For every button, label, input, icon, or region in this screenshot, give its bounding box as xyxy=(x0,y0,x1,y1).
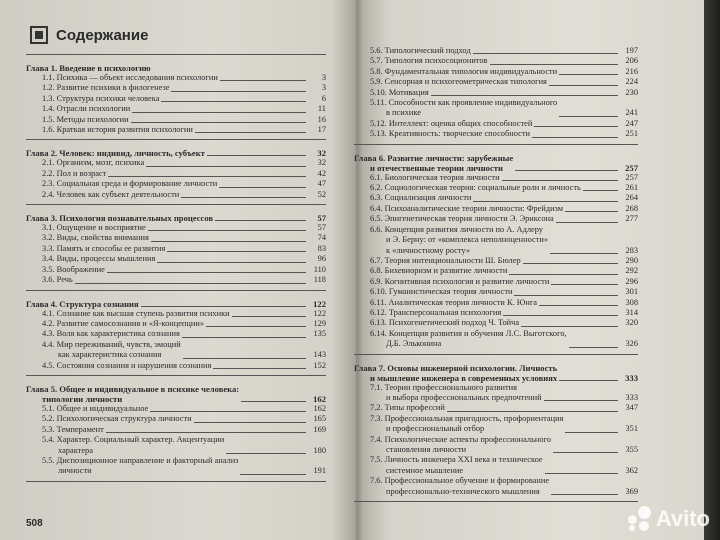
entry-title-line: 2.3. Социальная среда и формирование личности xyxy=(42,179,218,189)
toc-chapter xyxy=(354,363,638,502)
entry-title-line: 1.6. Краткая история развития психологии xyxy=(42,125,193,135)
toc-entry xyxy=(354,183,638,193)
dot-leader xyxy=(551,494,618,495)
dot-leader xyxy=(151,241,306,242)
chapter-title-line: Глава 1. Введение в психологию xyxy=(26,63,151,73)
toc-entry xyxy=(354,225,638,256)
entry-page-number: 135 xyxy=(313,329,326,339)
chapter-rule xyxy=(26,481,326,482)
entry-page-number: 292 xyxy=(625,266,638,276)
chapter-title-line: типологии личности xyxy=(42,393,123,404)
entry-page-number: 320 xyxy=(625,318,638,328)
entry-title-line: 7.4. Психологические аспекты профессионального xyxy=(370,434,551,444)
dot-leader xyxy=(171,91,306,92)
dot-leader xyxy=(569,347,618,348)
dot-leader xyxy=(545,473,618,474)
toc-entry xyxy=(354,476,638,497)
entry-title-line: к «личностному росту» xyxy=(386,245,471,255)
chapter-heading xyxy=(26,148,326,158)
chapter-rule xyxy=(26,204,326,205)
entry-page-number: 230 xyxy=(625,87,638,97)
toc-entry xyxy=(354,46,638,56)
entry-title-line: 6.13. Психогенетический подход Ч. Тойча xyxy=(370,318,520,328)
chapter-rule xyxy=(354,354,638,355)
toc-entry xyxy=(354,383,638,404)
toc-entry xyxy=(354,173,638,183)
entry-title-line: 1.5. Методы психологии xyxy=(42,114,129,124)
toc-entry xyxy=(26,223,326,233)
entry-page-number: 362 xyxy=(625,465,638,475)
entry-title-line: и Э. Берну: от «комплекса неполноценности» xyxy=(386,235,549,245)
entry-title-line: 6.14. Концепция развития и обучения Л.С. Выготского, xyxy=(370,328,567,338)
entry-title-line: 6.5. Эпигенетическая теория личности Э. Эриксона xyxy=(370,214,554,224)
entry-page-number: 347 xyxy=(625,403,638,413)
dot-leader xyxy=(490,64,619,65)
entry-page-number: 197 xyxy=(625,46,638,55)
dot-leader xyxy=(583,190,618,191)
dot-leader xyxy=(551,284,618,285)
toc-entry xyxy=(26,361,326,371)
toc-chapter xyxy=(26,148,326,205)
toc-entry xyxy=(26,329,326,339)
entry-title-line: системное мышление xyxy=(386,465,464,475)
toc-entry xyxy=(26,233,326,243)
toc-entry xyxy=(354,88,638,98)
dot-leader xyxy=(502,180,618,181)
toc-entry xyxy=(26,244,326,254)
entry-title-line: становления личности xyxy=(386,445,467,454)
dot-leader xyxy=(550,253,618,254)
toc-entry xyxy=(354,329,638,350)
dot-leader xyxy=(549,85,618,86)
toc-entry xyxy=(26,125,326,135)
entry-page-number: 3 xyxy=(321,83,326,93)
dot-leader xyxy=(544,400,618,401)
entry-page-number: 11 xyxy=(317,104,326,114)
entry-page-number: 152 xyxy=(313,360,326,370)
toc-entry xyxy=(354,56,638,66)
toc-entry xyxy=(26,456,326,477)
chapter-heading xyxy=(26,299,326,309)
toc-chapter xyxy=(26,384,326,482)
chapter-page-number: 257 xyxy=(625,162,638,173)
chapter-heading xyxy=(354,153,638,173)
toc-chapter xyxy=(26,213,326,290)
contents-title: Содержание xyxy=(56,26,149,44)
entry-page-number: 257 xyxy=(625,172,638,182)
toc-entry xyxy=(354,214,638,224)
avito-watermark xyxy=(626,506,710,532)
dot-leader xyxy=(565,432,618,433)
entry-page-number: 355 xyxy=(625,445,638,454)
entry-page-number: 264 xyxy=(625,193,638,203)
entry-title-line: 6.11. Аналитическая теория личности К. Юнга xyxy=(370,297,538,307)
chapter-title-line: Глава 6. Развитие личности: зарубежные xyxy=(354,152,514,163)
contents-header xyxy=(30,20,326,50)
entry-page-number: 351 xyxy=(625,424,638,434)
toc-entry xyxy=(26,190,326,200)
entry-page-number: 57 xyxy=(317,223,326,233)
toc-entry xyxy=(26,83,326,93)
toc-entry xyxy=(26,104,326,114)
contents-square-icon xyxy=(30,26,48,44)
entry-title-line: 1.3. Структура психики человека xyxy=(42,93,160,103)
entry-page-number: 165 xyxy=(313,414,326,424)
entry-title-line: 6.10. Гуманистическая теория личности xyxy=(370,287,513,297)
left-page-number: 508 xyxy=(26,518,43,529)
chapter-heading xyxy=(26,384,326,404)
entry-title-line: 5.5. Диспозиционное направление и факторный анализ xyxy=(42,455,239,465)
dot-leader xyxy=(167,251,306,252)
chapter-title-line: и отечественные теории личности xyxy=(370,162,503,173)
dot-leader xyxy=(556,222,618,223)
entry-title-line: 4.3. Воля как характеристика сознания xyxy=(42,329,180,339)
dot-leader xyxy=(141,306,306,307)
chapter-page-number: 57 xyxy=(317,213,326,224)
toc-entry xyxy=(26,404,326,414)
chapter-heading xyxy=(354,363,638,383)
dot-leader xyxy=(534,126,618,127)
dot-leader xyxy=(503,315,618,316)
entry-page-number: 110 xyxy=(313,264,326,274)
entry-page-number: 32 xyxy=(317,158,326,168)
entry-title-line: 3.6. Речь xyxy=(42,275,73,285)
toc-entry xyxy=(354,256,638,266)
toc-chapter xyxy=(354,46,638,145)
toc-entry xyxy=(26,158,326,168)
avito-logo-icon xyxy=(626,506,652,532)
entry-title-line: профессионально-технического мышления xyxy=(386,486,540,496)
entry-page-number: 314 xyxy=(625,307,638,317)
chapter-title-line: Глава 4. Структура сознания xyxy=(26,298,139,309)
entry-title-line: 5.13. Креативность: творческие способности xyxy=(370,129,530,139)
entry-title-line: 5.12. Интеллект: оценка общих способностей xyxy=(370,118,533,128)
dot-leader xyxy=(183,358,306,359)
entry-page-number: 369 xyxy=(625,486,638,496)
entry-page-number: 118 xyxy=(313,275,326,285)
dot-leader xyxy=(106,432,306,433)
entry-page-number: 283 xyxy=(625,245,638,255)
entry-page-number: 241 xyxy=(625,108,638,118)
toc-entry xyxy=(354,119,638,129)
dot-leader xyxy=(132,112,306,113)
toc-entry xyxy=(354,298,638,308)
toc-entry xyxy=(354,277,638,287)
entry-title-line: 5.9. Сенсорная и психогеометрическая типология xyxy=(370,77,547,87)
toc-entry xyxy=(26,435,326,456)
dot-leader xyxy=(473,53,618,54)
chapter-rule xyxy=(26,290,326,291)
dot-leader xyxy=(523,263,618,264)
dot-leader xyxy=(559,74,618,75)
chapter-rule xyxy=(354,144,638,145)
entry-page-number: 224 xyxy=(625,77,638,87)
entry-page-number: 3 xyxy=(321,73,326,82)
dot-leader xyxy=(195,132,306,133)
toc-entry xyxy=(354,266,638,276)
entry-title-line: 3.3. Память и способы ее развития xyxy=(42,243,166,253)
dot-leader xyxy=(182,337,306,338)
entry-title-line: и выбора профессиональных предпочтений xyxy=(386,392,542,402)
chapter-page-number: 122 xyxy=(313,298,326,309)
entry-title-line: 5.2. Психологическая структура личности xyxy=(42,414,192,424)
toc-entry xyxy=(26,275,326,285)
entry-title-line: 6.8. Бихевиоризм и развитие личности xyxy=(370,266,508,276)
dot-leader xyxy=(241,401,306,402)
entry-title-line: 1.1. Психика — объект исследования психологии xyxy=(42,73,218,82)
entry-title-line: 2.1. Организм, мозг, психика xyxy=(42,158,145,168)
toc-chapter xyxy=(26,299,326,376)
dot-leader xyxy=(232,316,306,317)
entry-title-line: 5.6. Типологический подход xyxy=(370,46,471,55)
entry-title-line: 3.1. Ощущение и восприятие xyxy=(42,223,146,233)
chapter-rule xyxy=(26,139,326,140)
dot-leader xyxy=(108,176,306,177)
dot-leader xyxy=(181,197,306,198)
dot-leader xyxy=(220,80,306,81)
entry-page-number: 296 xyxy=(625,276,638,286)
entry-title-line: Д.Б. Эльконина xyxy=(386,339,442,349)
chapter-title-line: Глава 7. Основы инженерной психологии. Личность xyxy=(354,362,558,373)
entry-page-number: 308 xyxy=(625,297,638,307)
dot-leader xyxy=(565,211,618,212)
chapter-page-number: 162 xyxy=(313,393,326,404)
entry-page-number: 122 xyxy=(313,308,326,318)
entry-title-line: 5.1. Общее и индивидуальное xyxy=(42,403,149,413)
dot-leader xyxy=(553,452,618,453)
entry-title-line: 7.6. Профессиональное обучение и формирование xyxy=(370,476,550,486)
chapter-rule xyxy=(354,501,638,502)
toc-chapter xyxy=(26,63,326,140)
entry-title-line: 6.6. Концепция развития личности по А. Адлеру xyxy=(370,224,543,234)
toc-entry xyxy=(26,179,326,189)
toc-entry xyxy=(354,67,638,77)
entry-title-line: 6.1. Биологическая теория личности xyxy=(370,172,500,182)
toc-entry xyxy=(354,204,638,214)
dot-leader xyxy=(539,305,618,306)
entry-title-line: 3.5. Воображение xyxy=(42,264,105,274)
entry-title-line: 5.8. Фундаментальная типология индивидуальности xyxy=(370,66,558,76)
entry-page-number: 261 xyxy=(625,183,638,193)
header-rule xyxy=(26,54,326,55)
toc-entry xyxy=(354,318,638,328)
toc-entry xyxy=(354,193,638,203)
dot-leader xyxy=(146,166,306,167)
dot-leader xyxy=(157,262,306,263)
chapter-title-line: Глава 2. Человек: индивид, личность, субъект xyxy=(26,148,205,159)
entry-title-line: 5.11. Способности как проявление индивидуального xyxy=(370,98,558,108)
toc-entry xyxy=(26,425,326,435)
avito-watermark-text: Avito xyxy=(655,506,710,531)
dot-leader xyxy=(213,368,306,369)
toc-entry xyxy=(354,435,638,456)
toc-entry xyxy=(354,129,638,139)
toc-entry xyxy=(26,319,326,329)
entry-title-line: 6.12. Трансперсональная психология xyxy=(370,307,502,317)
entry-page-number: 277 xyxy=(625,214,638,224)
entry-title-line: характера xyxy=(58,445,93,455)
entry-page-number: 290 xyxy=(625,255,638,265)
dot-leader xyxy=(206,326,306,327)
chapter-heading xyxy=(26,63,326,73)
entry-title-line: 2.4. Человек как субъект деятельности xyxy=(42,189,180,199)
dot-leader xyxy=(473,201,618,202)
dot-leader xyxy=(150,411,306,412)
entry-title-line: и профессиональный отбор xyxy=(386,424,485,434)
dot-leader xyxy=(226,453,306,454)
toc-entry xyxy=(354,77,638,87)
entry-title-line: 1.4. Отрасли психологии xyxy=(42,104,131,114)
right-toc xyxy=(354,46,638,502)
entry-title-line: в психике xyxy=(386,108,421,118)
entry-page-number: 268 xyxy=(625,203,638,213)
toc-entry xyxy=(26,169,326,179)
dot-leader xyxy=(107,272,306,273)
dot-leader xyxy=(447,411,618,412)
chapter-title-line: Глава 3. Психология познавательных процессов xyxy=(26,213,214,224)
entry-page-number: 83 xyxy=(317,243,326,253)
dot-leader xyxy=(148,230,306,231)
toc-entry xyxy=(354,414,638,435)
book-cover-edge xyxy=(704,0,720,540)
entry-page-number: 162 xyxy=(313,403,326,413)
dot-leader xyxy=(515,170,618,171)
toc-entry xyxy=(354,287,638,297)
dot-leader xyxy=(75,283,306,284)
entry-page-number: 169 xyxy=(313,424,326,434)
toc-entry xyxy=(26,115,326,125)
left-toc xyxy=(26,63,326,482)
toc-entry xyxy=(26,73,326,83)
entry-title-line: 5.4. Характер. Социальный характер. Акцентуации xyxy=(42,435,225,445)
entry-page-number: 247 xyxy=(625,118,638,128)
chapter-title-line: и мышление инженера в современных условиях xyxy=(370,372,558,383)
dot-leader xyxy=(161,101,306,102)
toc-entry xyxy=(26,309,326,319)
entry-title-line: 3.4. Виды, процессы мышления xyxy=(42,254,156,264)
entry-title-line: как характеристика сознания xyxy=(58,350,162,360)
toc-entry xyxy=(26,414,326,424)
entry-title-line: 4.2. Развитие самосознания и «Я-концепции» xyxy=(42,318,205,328)
toc-entry xyxy=(354,98,638,119)
entry-page-number: 216 xyxy=(625,66,638,76)
entry-title-line: 4.4. Мир переживаний, чувств, эмоций xyxy=(42,339,181,349)
toc-entry xyxy=(354,455,638,476)
entry-title-line: 4.5. Состояния сознания и нарушения сознания xyxy=(42,360,212,370)
dot-leader xyxy=(514,295,618,296)
dot-leader xyxy=(521,326,618,327)
entry-page-number: 206 xyxy=(625,56,638,66)
chapter-page-number: 333 xyxy=(625,372,638,383)
toc-entry xyxy=(26,265,326,275)
chapter-rule xyxy=(26,375,326,376)
right-page xyxy=(354,38,638,533)
entry-page-number: 180 xyxy=(313,445,326,455)
entry-page-number: 129 xyxy=(313,318,326,328)
entry-title-line: 7.2. Типы профессий xyxy=(370,403,445,413)
entry-title-line: 3.2. Виды, свойства внимания xyxy=(42,233,149,243)
dot-leader xyxy=(207,155,306,156)
toc-entry xyxy=(26,94,326,104)
left-page xyxy=(26,20,326,535)
entry-title-line: личности xyxy=(58,466,92,476)
entry-page-number: 143 xyxy=(313,350,326,360)
dot-leader xyxy=(194,422,306,423)
chapter-heading xyxy=(26,213,326,223)
dot-leader xyxy=(532,137,618,138)
entry-page-number: 74 xyxy=(317,233,326,243)
entry-page-number: 16 xyxy=(317,114,326,124)
dot-leader xyxy=(240,474,306,475)
entry-title-line: 1.2. Развитие психики в филогенезе xyxy=(42,83,170,93)
entry-page-number: 326 xyxy=(625,339,638,349)
dot-leader xyxy=(131,122,306,123)
entry-page-number: 96 xyxy=(317,254,326,264)
entry-page-number: 6 xyxy=(321,93,326,103)
toc-chapter xyxy=(354,153,638,355)
entry-page-number: 17 xyxy=(317,125,326,135)
entry-title-line: 7.1. Теории профессионального развития xyxy=(370,382,518,392)
entry-title-line: 7.5. Личность инженера XXI века и техническое xyxy=(370,455,543,465)
entry-page-number: 191 xyxy=(313,466,326,476)
entry-title-line: 2.2. Пол и возраст xyxy=(42,168,107,178)
entry-title-line: 5.10. Мотивация xyxy=(370,87,429,97)
chapter-title-line: Глава 5. Общее и индивидуальное в психике человека: xyxy=(26,383,240,394)
entry-page-number: 42 xyxy=(317,168,326,178)
entry-title-line: 6.2. Социологическая теория: социальные роли и личность xyxy=(370,183,581,193)
entry-page-number: 301 xyxy=(625,287,638,297)
entry-page-number: 47 xyxy=(317,179,326,189)
entry-title-line: 4.1. Сознание как высшая ступень развития психики xyxy=(42,308,230,318)
toc-entry xyxy=(354,403,638,413)
entry-page-number: 52 xyxy=(317,189,326,199)
entry-title-line: 6.4. Психоаналитические теории личности: Фрейдизм xyxy=(370,203,564,213)
entry-title-line: 7.3. Профессиональная пригодность, профориентация xyxy=(370,413,564,423)
entry-title-line: 6.9. Когнитивная психология и развитие личности xyxy=(370,276,550,286)
toc-entry xyxy=(26,340,326,361)
toc-entry xyxy=(354,308,638,318)
dot-leader xyxy=(431,95,618,96)
toc-entry xyxy=(26,254,326,264)
entry-title-line: 5.7. Типология психосоционитов xyxy=(370,56,488,66)
entry-title-line: 6.3. Социализация личности xyxy=(370,193,472,203)
dot-leader xyxy=(509,274,618,275)
dot-leader xyxy=(559,380,618,381)
entry-page-number: 251 xyxy=(625,129,638,139)
dot-leader xyxy=(215,220,306,221)
dot-leader xyxy=(559,116,618,117)
entry-page-number: 333 xyxy=(625,392,638,402)
entry-title-line: 6.7. Теория интенциональности Ш. Бюлер xyxy=(370,255,521,265)
entry-title-line: 5.3. Темперамент xyxy=(42,424,104,434)
dot-leader xyxy=(219,187,306,188)
chapter-page-number: 32 xyxy=(317,148,326,159)
